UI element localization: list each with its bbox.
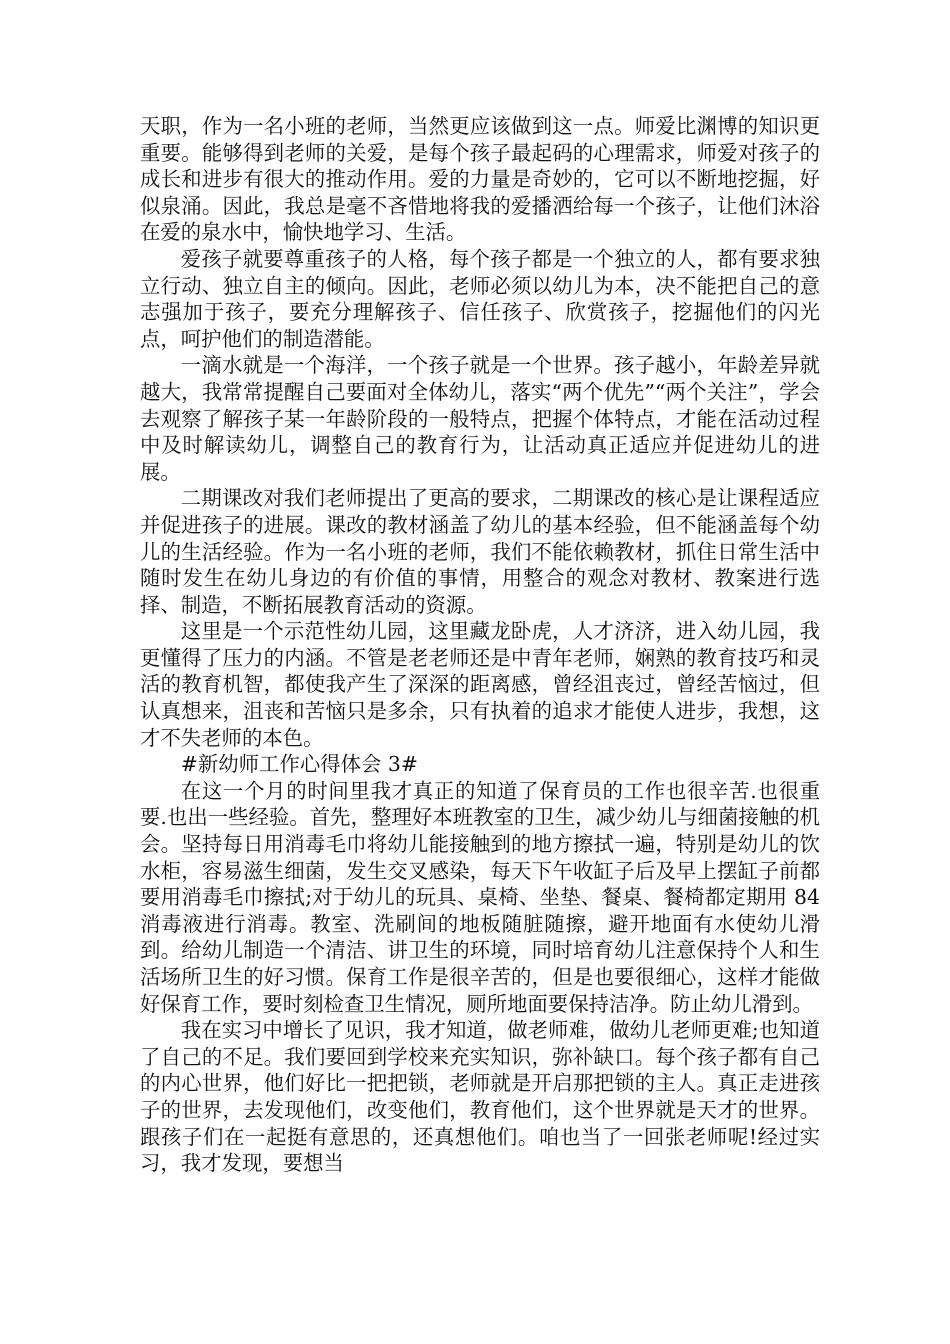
paragraph: 一滴水就是一个海洋，一个孩子就是一个世界。孩子越小，年龄差异就越大，我常常提醒自己要面对全体幼儿，落实“两个优先”“两个关注”，学会去观察了解孩子某一年龄阶段的一般特点，把握个体特点，才能在活动过程中及时解读幼儿，调整自己的教育行为，让活动真正适应并促进幼儿的进展。: [140, 353, 820, 484]
paragraph: 天职，作为一名小班的老师，当然更应该做到这一点。师爱比渊博的知识更重要。能够得到老师的关爱，是每个孩子最起码的心理需求，师爱对孩子的成长和进步有很大的推动作用。爱的力量是奇妙的，它可以不断地挖掘，好似泉涌。因此，我总是毫不吝惜地将我的爱播洒给每一个孩子，让他们沐浴在爱的泉水中，愉快地学习、生活。: [140, 114, 820, 245]
section-heading: #新幼师工作心得体会 3#: [180, 752, 418, 777]
document-body: [140, 113, 820, 1177]
paragraph: 在这一个月的时间里我才真正的知道了保育员的工作也很辛苦.也很重要.也出一些经验。首先，整理好本班教室的卫生，减少幼儿与细菌接触的机会。坚持每日用消毒毛巾将幼儿能接触到的地方擦拭一遍，特别是幼儿的饮水柜，容易滋生细菌，发生交叉感染，每天下午收缸子后及早上摆缸子前都要用消毒毛巾擦拭;对于幼儿的玩具、桌椅、坐垫、餐桌、餐椅都定期用 84 消毒液进行消毒。教室、洗刷间的地板随脏随擦，避开地面有水使幼儿滑到。给幼儿制造一个清洁、讲卫生的环境，同时培育幼儿注意保持个人和生活场所卫生的好习惯。保育工作是很辛苦的，但是也要很细心，这样才能做好保育工作，要时刻检查卫生情况，厕所地面要保持洁净。防止幼儿滑到。: [140, 778, 820, 1016]
paragraph: 爱孩子就要尊重孩子的人格，每个孩子都是一个独立的人，都有要求独立行动、独立自主的倾向。因此，老师必须以幼儿为本，决不能把自己的意志强加于孩子，要充分理解孩子、信任孩子、欣赏孩子，挖掘他们的闪光点，呵护他们的制造潜能。: [140, 246, 820, 351]
paragraph: 这里是一个示范性幼儿园，这里藏龙卧虎，人才济济，进入幼儿园，我更懂得了压力的内涵。不管是老老师还是中青年老师，娴熟的教育技巧和灵活的教育机智，都使我产生了深深的距离感，曾经沮丧过，曾经苦恼过，但认真想来，沮丧和苦恼只是多余，只有执着的追求才能使人进步，我想，这才不失老师的本色。: [140, 619, 820, 750]
paragraph: 二期课改对我们老师提出了更高的要求，二期课改的核心是让课程适应并促进孩子的进展。课改的教材涵盖了幼儿的基本经验，但不能涵盖每个幼儿的生活经验。作为一名小班的老师，我们不能依赖教材，抓住日常生活中随时发生在幼儿身边的有价值的事情，用整合的观念对教材、教案进行选择、制造，不断拓展教育活动的资源。: [140, 486, 820, 617]
paragraph: 我在实习中增长了见识，我才知道，做老师难，做幼儿老师更难;也知道了自己的不足。我们要回到学校来充实知识，弥补缺口。每个孩子都有自己的内心世界，他们好比一把把锁，老师就是开启那把锁的主人。真正走进孩子的世界，去发现他们，改变他们，教育他们，这个世界就是天才的世界。跟孩子们在一起挺有意思的，还真想他们。咱也当了一回张老师呢!经过实习，我才发现，要想当: [140, 1018, 820, 1176]
